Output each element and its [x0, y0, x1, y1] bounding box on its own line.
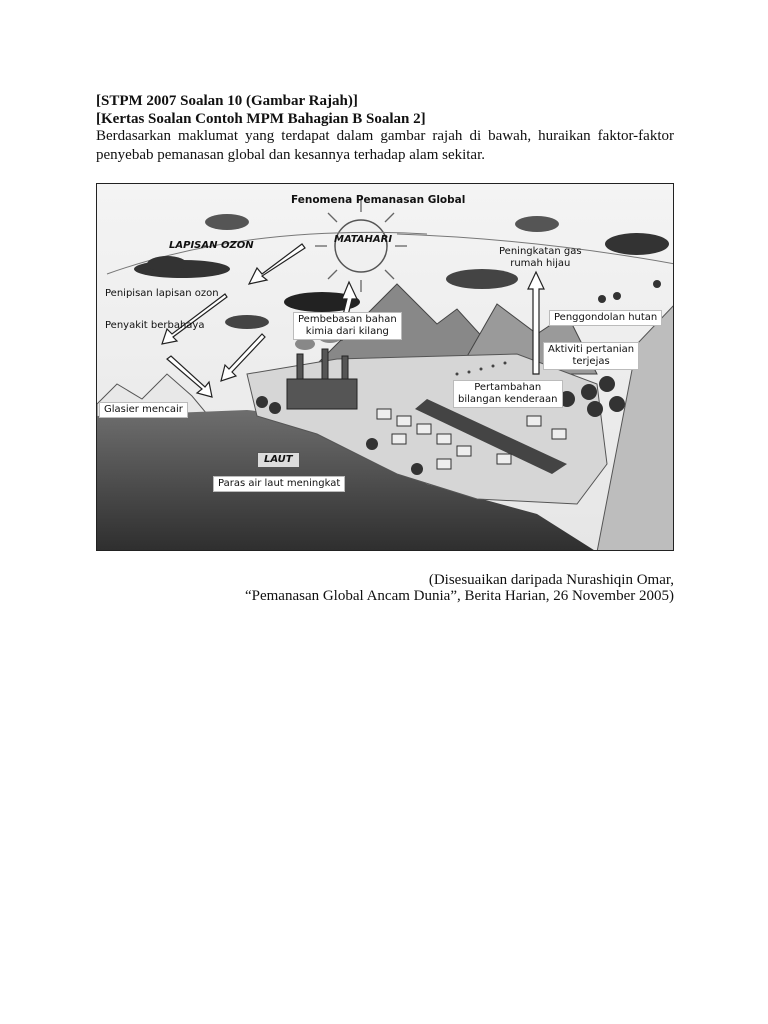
heading-source: [STPM 2007 Soalan 10 (Gambar Rajah)] — [96, 93, 358, 109]
ozone-layer-label: LAPISAN OZON — [169, 240, 254, 251]
greenhouse-gas-label — [499, 246, 582, 270]
factory-chemicals-label — [293, 312, 402, 340]
citation-line1: (Disesuaikan daripada Nurashiqin Omar, — [428, 572, 674, 588]
heading-reference: [Kertas Soalan Contoh MPM Bahagian B Soalan 2] — [96, 111, 426, 127]
ozone-depletion-label: Penipisan lapisan ozon — [105, 288, 219, 299]
agriculture-line2: terjejas — [572, 356, 610, 367]
citation-line2: “Pemanasan Global Ancam Dunia”, Berita Harian, 26 November 2005) — [244, 588, 674, 604]
vehicle-increase-line1: Pertambahan — [474, 382, 542, 393]
factory-chemicals-line2: kimia dari kilang — [305, 326, 389, 337]
deforestation-label: Penggondolan hutan — [549, 310, 662, 326]
sea-level-label: Paras air laut meningkat — [213, 476, 345, 492]
diagram-figure — [96, 183, 674, 551]
diagram-title: Fenomena Pemanasan Global — [291, 194, 466, 206]
glacier-label: Glasier mencair — [99, 402, 188, 418]
sea-label: LAUT — [257, 452, 300, 468]
question-text: Berdasarkan maklumat yang terdapat dalam gambar rajah di bawah, huraikan faktor-faktor penyebab pemanasan global dan kesannya terhadap alam sekitar. — [96, 128, 674, 163]
agriculture-label — [543, 342, 639, 370]
factory-chemicals-line1: Pembebasan bahan — [298, 314, 397, 325]
greenhouse-gas-line1: Peningkatan gas — [499, 246, 582, 257]
disease-label: Penyakit berbahaya — [105, 320, 205, 331]
sun-label: MATAHARI — [334, 234, 393, 245]
vehicle-increase-label — [453, 380, 563, 408]
agriculture-line1: Aktiviti pertanian — [548, 344, 635, 355]
vehicle-increase-line2: bilangan kenderaan — [458, 394, 558, 405]
greenhouse-gas-line2: rumah hijau — [510, 258, 571, 269]
